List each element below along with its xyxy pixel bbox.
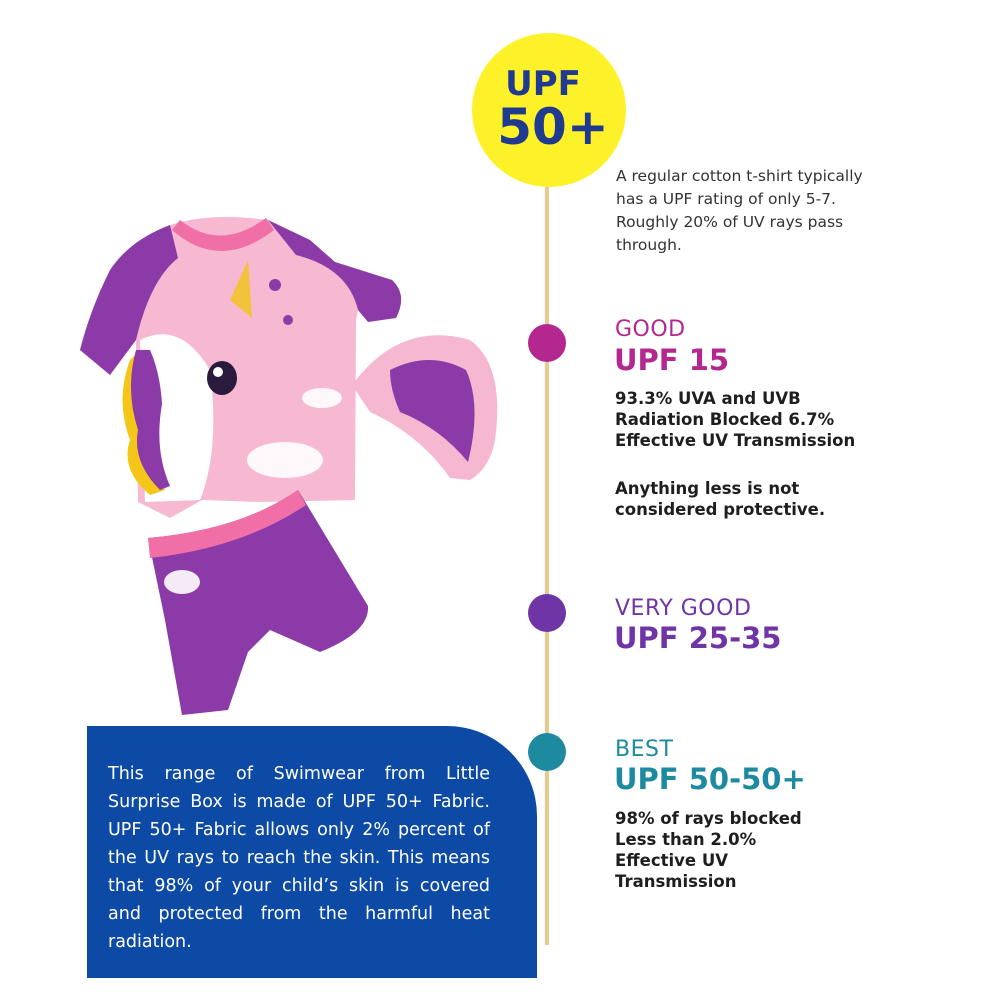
swim-shirt: [80, 217, 401, 518]
level-value-very-good: UPF 25-35: [614, 621, 782, 655]
swim-shorts: [148, 490, 368, 715]
level-value-good: UPF 15: [614, 343, 730, 377]
level-label-best: BEST: [615, 737, 674, 762]
timeline-dot-best: [528, 733, 566, 771]
level-note-good: Anything less is not considered protective.: [615, 479, 826, 519]
info-box-text: This range of Swimwear from Little Surprise Box is made of UPF 50+ Fabric. UPF 50+ Fabric allows only 2% percent of the UV rays to reach the skin. This means that 98% of your child’s skin is covered and protected from the harmful heat radiation.: [108, 764, 490, 952]
level-desc-best: 98% of rays blocked Less than 2.0% Effective UV Transmission: [615, 809, 802, 891]
level-value-best: UPF 50-50+: [614, 762, 806, 796]
upf-50-badge: [472, 33, 626, 187]
intro-text: A regular cotton t-shirt typically has a UPF rating of only 5-7. Roughly 20% of UV rays pass through.: [616, 167, 863, 254]
badge-line2: 50+: [497, 98, 609, 156]
swim-cap: [352, 335, 497, 480]
badge-line1: UPF: [505, 64, 581, 104]
timeline-dot-very-good: [528, 594, 566, 632]
timeline-dot-good: [528, 324, 566, 362]
timeline-line: [545, 160, 549, 945]
level-desc-good: 93.3% UVA and UVB Radiation Blocked 6.7% Effective UV Transmission: [615, 389, 856, 450]
level-label-very-good: VERY GOOD: [615, 596, 752, 621]
swimwear-set-illustration: [70, 200, 510, 720]
level-label-good: GOOD: [615, 317, 686, 342]
